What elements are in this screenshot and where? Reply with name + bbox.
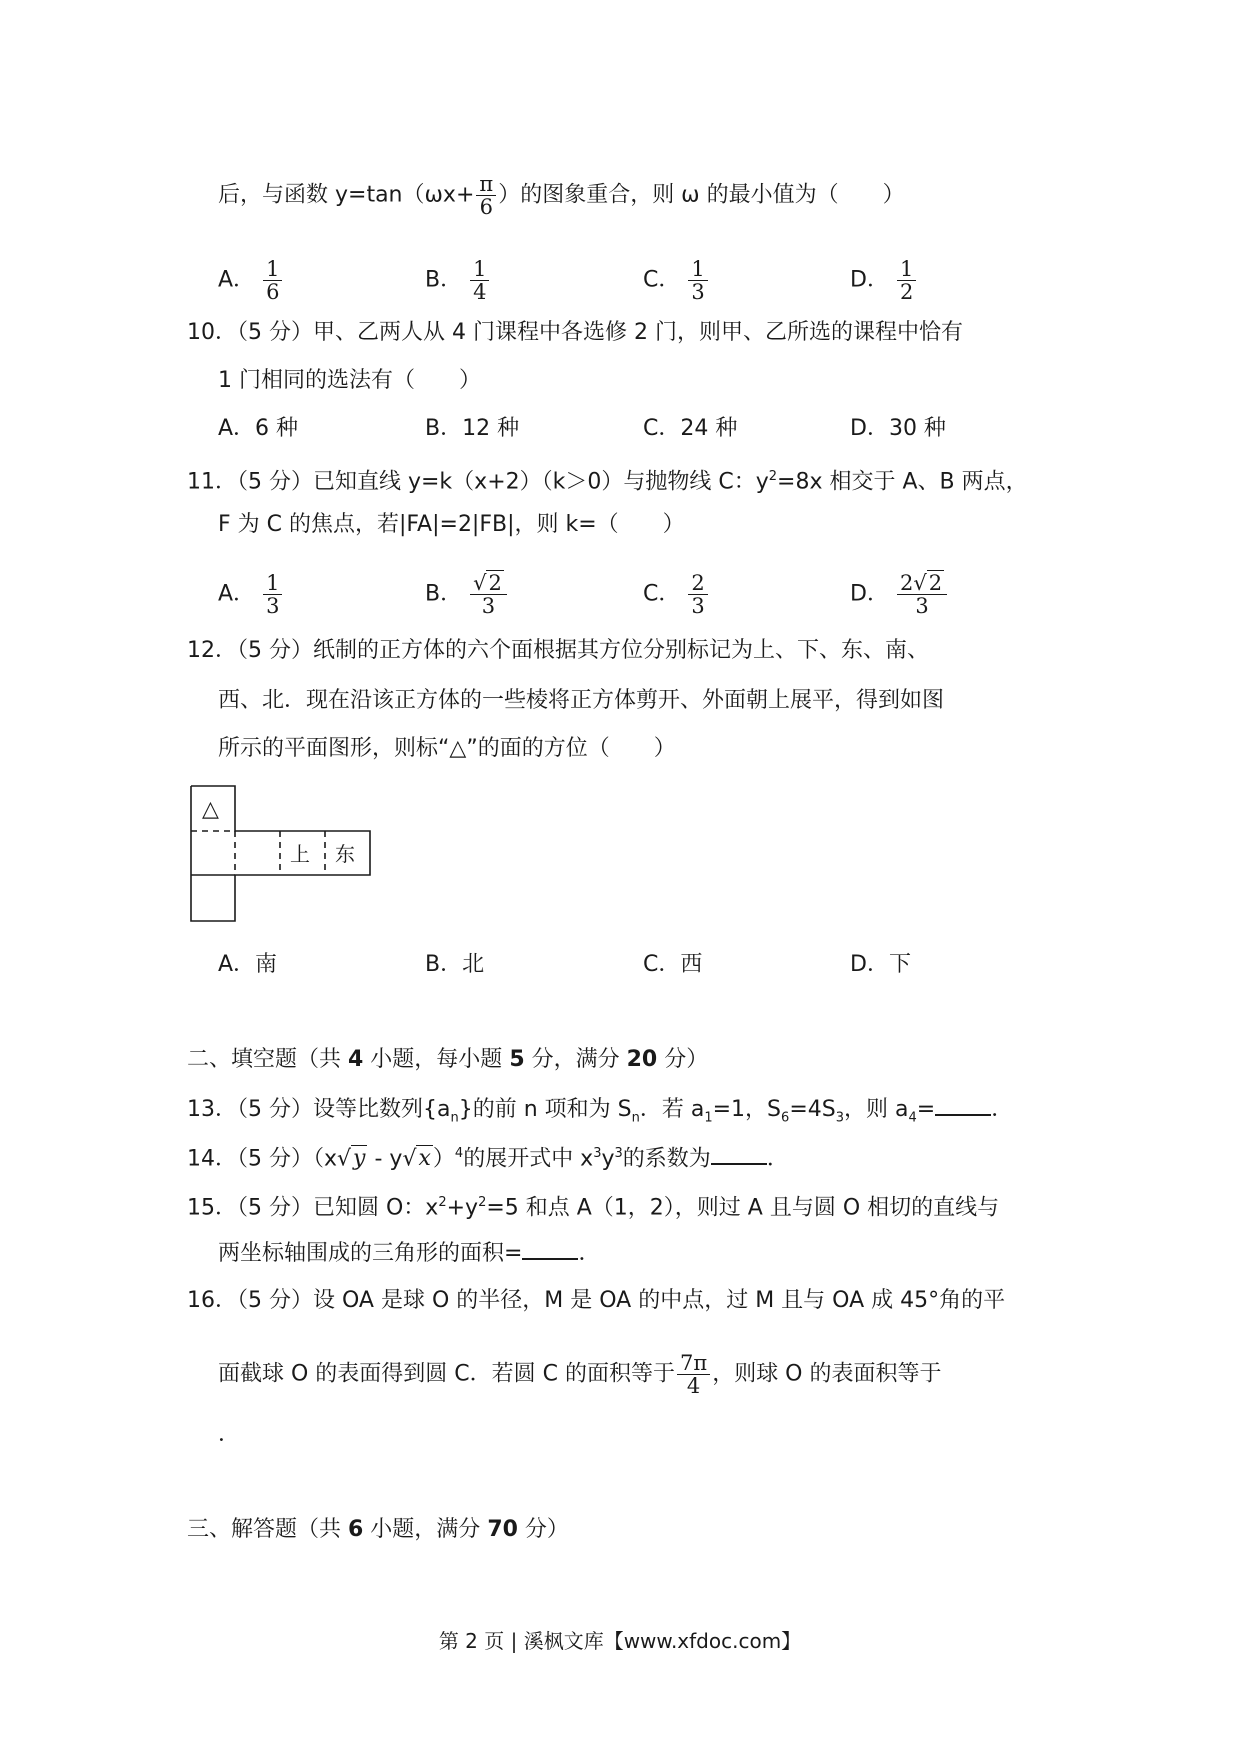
q11-option-d-den: 3 <box>915 594 929 618</box>
section2-text-b: 小题，每小题 <box>363 1047 510 1072</box>
q16-line2-a: 面截球 O 的表面得到圆 C．若圆 C 的面积等于 <box>218 1361 676 1387</box>
q10-line1: 10．（5 分）甲、乙两人从 4 门课程中各选修 2 门，则甲、乙所选的课程中恰有 <box>187 320 963 345</box>
q11-option-c-den: 3 <box>691 594 705 618</box>
q10-line2: 1 门相同的选法有（ ） <box>218 368 481 393</box>
q9-option-b-den: 4 <box>473 280 487 304</box>
q10-option-c: C．24 种 <box>643 416 738 441</box>
q9-option-d-letter: D． <box>850 267 889 293</box>
q9-option-d-frac <box>897 258 916 303</box>
q10-option-b: B．12 种 <box>425 416 520 441</box>
q12-option-b: B．北 <box>425 952 485 977</box>
q15-a: 15．（5 分）已知圆 O：x <box>187 1195 439 1221</box>
q11-option-c-num: 2 <box>688 572 707 595</box>
q13-sub: 1 <box>704 1110 713 1126</box>
q10-option-a: A．6 种 <box>218 416 299 441</box>
q16-frac-num: 7π <box>677 1352 710 1375</box>
q13-c: ．若 a <box>639 1097 705 1122</box>
q15-line2 <box>218 1236 600 1269</box>
q9-option-c <box>643 258 710 303</box>
q9-text-b: ）的图象重合，则 ω 的最小值为（ ） <box>498 182 905 208</box>
q9-option-d-den: 2 <box>899 280 914 304</box>
q14-d: y <box>601 1146 615 1172</box>
q9-option-d-num: 1 <box>897 258 916 281</box>
q14-f: ． <box>766 1146 789 1172</box>
q16-fraction <box>677 1352 710 1397</box>
q13-sub: n <box>450 1110 459 1126</box>
q11-option-a-num: 1 <box>263 572 282 595</box>
q14-radicand-1: y <box>353 1146 366 1172</box>
q11-option-a <box>218 572 284 617</box>
section2-text-c: 分，满分 <box>524 1047 627 1072</box>
section2-heading <box>187 1045 708 1075</box>
q12-line2: 西、北．现在沿该正方体的一些棱将正方体剪开、外面朝上展平，得到如图 <box>218 688 945 713</box>
q9-option-b-frac <box>470 258 489 303</box>
q14-sup: 3 <box>614 1146 623 1161</box>
section3-text-a: 三、解答题（共 <box>187 1517 348 1542</box>
q11-line1-b: =8x 相交于 A、B 两点， <box>777 469 1028 495</box>
q14-b: ） <box>432 1146 455 1172</box>
cube-net-figure <box>190 785 380 923</box>
q9-option-c-num: 1 <box>688 258 707 281</box>
q9-option-a-frac <box>263 258 282 303</box>
q15-line2-text: 两坐标轴围成的三角形的面积= <box>218 1241 523 1266</box>
q12-option-d: D．下 <box>850 952 911 977</box>
q13-b: }的前 n 项和为 S <box>458 1097 632 1122</box>
q14-radicand-2: x <box>418 1146 431 1172</box>
q9-option-d <box>850 258 918 303</box>
q16-line2 <box>218 1352 942 1397</box>
q11-option-b-letter: B． <box>425 581 463 607</box>
q14-c: 的展开式中 x <box>463 1146 594 1172</box>
q11-option-d-frac <box>897 572 947 617</box>
q11-option-d-num <box>897 572 947 595</box>
sqrt-symbol: √x <box>402 1146 431 1172</box>
q13-a: 13．（5 分）设等比数列{a <box>187 1097 451 1122</box>
q11-option-b-den: 3 <box>481 594 496 618</box>
q16-frac-den: 4 <box>686 1374 701 1398</box>
page-footer: 第 2 页 | 溪枫文库【www.xfdoc.com】 <box>438 1629 802 1653</box>
q9-option-c-frac <box>688 258 707 303</box>
section3-text-b: 小题，满分 <box>363 1517 488 1542</box>
q9-option-c-letter: C． <box>643 267 681 293</box>
net-label-east: 东 <box>335 842 355 866</box>
q13-sub: n <box>631 1110 640 1126</box>
q9-option-a <box>218 258 284 303</box>
q11-option-d <box>850 572 949 617</box>
q9-stem <box>218 173 905 218</box>
q11-option-b <box>425 572 509 617</box>
section3-count: 6 <box>348 1517 364 1542</box>
q11-line1-a: 11．（5 分）已知直线 y=k（x+2）（k＞0）与抛物线 C：y <box>187 469 769 495</box>
q16-line1: 16．（5 分）设 OA 是球 O 的半径，M 是 OA 的中点，过 M 且与 OA 成 45°角的平 <box>187 1288 1006 1313</box>
q9-option-a-den: 6 <box>266 280 280 304</box>
q13-sub: 4 <box>908 1110 917 1126</box>
q12-option-c: C．西 <box>643 952 703 977</box>
q15-b: +y <box>446 1195 479 1221</box>
section2-count: 4 <box>348 1047 364 1072</box>
q13-f: ，则 a <box>844 1097 909 1122</box>
q13-h: ． <box>991 1097 1014 1122</box>
section2-points-each: 5 <box>509 1047 525 1072</box>
q9-frac-den: 6 <box>479 195 493 219</box>
q11-option-c-letter: C． <box>643 581 681 607</box>
answer-blank <box>711 1141 767 1165</box>
q13-e: =4S <box>789 1097 836 1122</box>
q13-d: =1，S <box>712 1097 782 1122</box>
q13-g: = <box>916 1097 936 1122</box>
q12-line1: 12．（5 分）纸制的正方体的六个面根据其方位分别标记为上、下、东、南、 <box>187 638 929 663</box>
q11-option-a-letter: A． <box>218 581 256 607</box>
q11-option-b-radicand: 2 <box>488 571 502 595</box>
q14-sup: 4 <box>454 1146 464 1161</box>
q11-option-b-frac <box>470 572 507 617</box>
q11-line2: F 为 C 的焦点，若|FA|=2|FB|，则 k=（ ） <box>218 512 685 537</box>
q15-sup: 2 <box>438 1195 447 1210</box>
net-label-triangle: △ <box>202 797 219 822</box>
q9-fraction <box>476 173 496 218</box>
section2-total: 20 <box>626 1047 658 1072</box>
q9-option-b-letter: B． <box>425 267 463 293</box>
q9-frac-num: π <box>476 173 496 196</box>
q9-option-a-num: 1 <box>263 258 282 281</box>
q9-option-a-letter: A． <box>218 267 256 293</box>
q14-minus: - y <box>367 1146 403 1172</box>
q10-option-d: D．30 种 <box>850 416 946 441</box>
q11-option-a-den: 3 <box>266 594 280 618</box>
q15-sup: 2 <box>478 1195 487 1210</box>
sqrt-symbol: √2 <box>473 571 502 595</box>
q9-option-b <box>425 258 491 303</box>
q15-c: =5 和点 A（1，2），则过 A 且与圆 O 相切的直线与 <box>486 1195 1000 1221</box>
section3-heading <box>187 1515 569 1545</box>
q9-option-b-num: 1 <box>470 258 489 281</box>
q12-line3: 所示的平面图形，则标“△”的面的方位（ ） <box>218 736 676 761</box>
q11-option-b-num <box>470 572 507 595</box>
net-label-up: 上 <box>290 842 310 866</box>
sqrt-symbol: √y <box>337 1146 366 1172</box>
section2-text-d: 分） <box>657 1047 709 1072</box>
answer-blank <box>935 1092 991 1116</box>
section2-text-a: 二、填空题（共 <box>187 1047 348 1072</box>
section3-text-c: 分） <box>517 1517 569 1542</box>
q11-option-c <box>643 572 710 617</box>
q14 <box>187 1139 789 1174</box>
sqrt-symbol: √2 <box>913 571 943 595</box>
q11-line1 <box>187 462 1028 497</box>
q11-option-d-letter: D． <box>850 581 889 607</box>
q14-sup: 3 <box>593 1146 602 1161</box>
q13-sub: 3 <box>835 1110 844 1126</box>
q11-option-a-frac <box>263 572 282 617</box>
q11-sup: 2 <box>768 469 778 484</box>
q12-option-a: A．南 <box>218 952 278 977</box>
q11-option-d-radicand: 2 <box>928 571 943 595</box>
q16-line2-b: ，则球 O 的表面积等于 <box>712 1361 942 1387</box>
q11-option-d-coef: 2 <box>899 571 914 595</box>
q14-a: 14．（5 分）（x <box>187 1146 338 1172</box>
q9-text-a: 后，与函数 y=tan（ωx+ <box>218 182 475 208</box>
q15-line2-end: ． <box>578 1241 601 1266</box>
section3-total: 70 <box>487 1517 518 1542</box>
answer-blank <box>522 1236 578 1260</box>
q16-line3: ． <box>218 1422 241 1447</box>
q11-option-c-frac <box>688 572 707 617</box>
q14-e: 的系数为 <box>622 1146 711 1172</box>
q15-line1 <box>187 1188 999 1223</box>
q13-sub: 6 <box>781 1110 790 1126</box>
q9-option-c-den: 3 <box>691 280 705 304</box>
q13 <box>187 1092 1013 1133</box>
